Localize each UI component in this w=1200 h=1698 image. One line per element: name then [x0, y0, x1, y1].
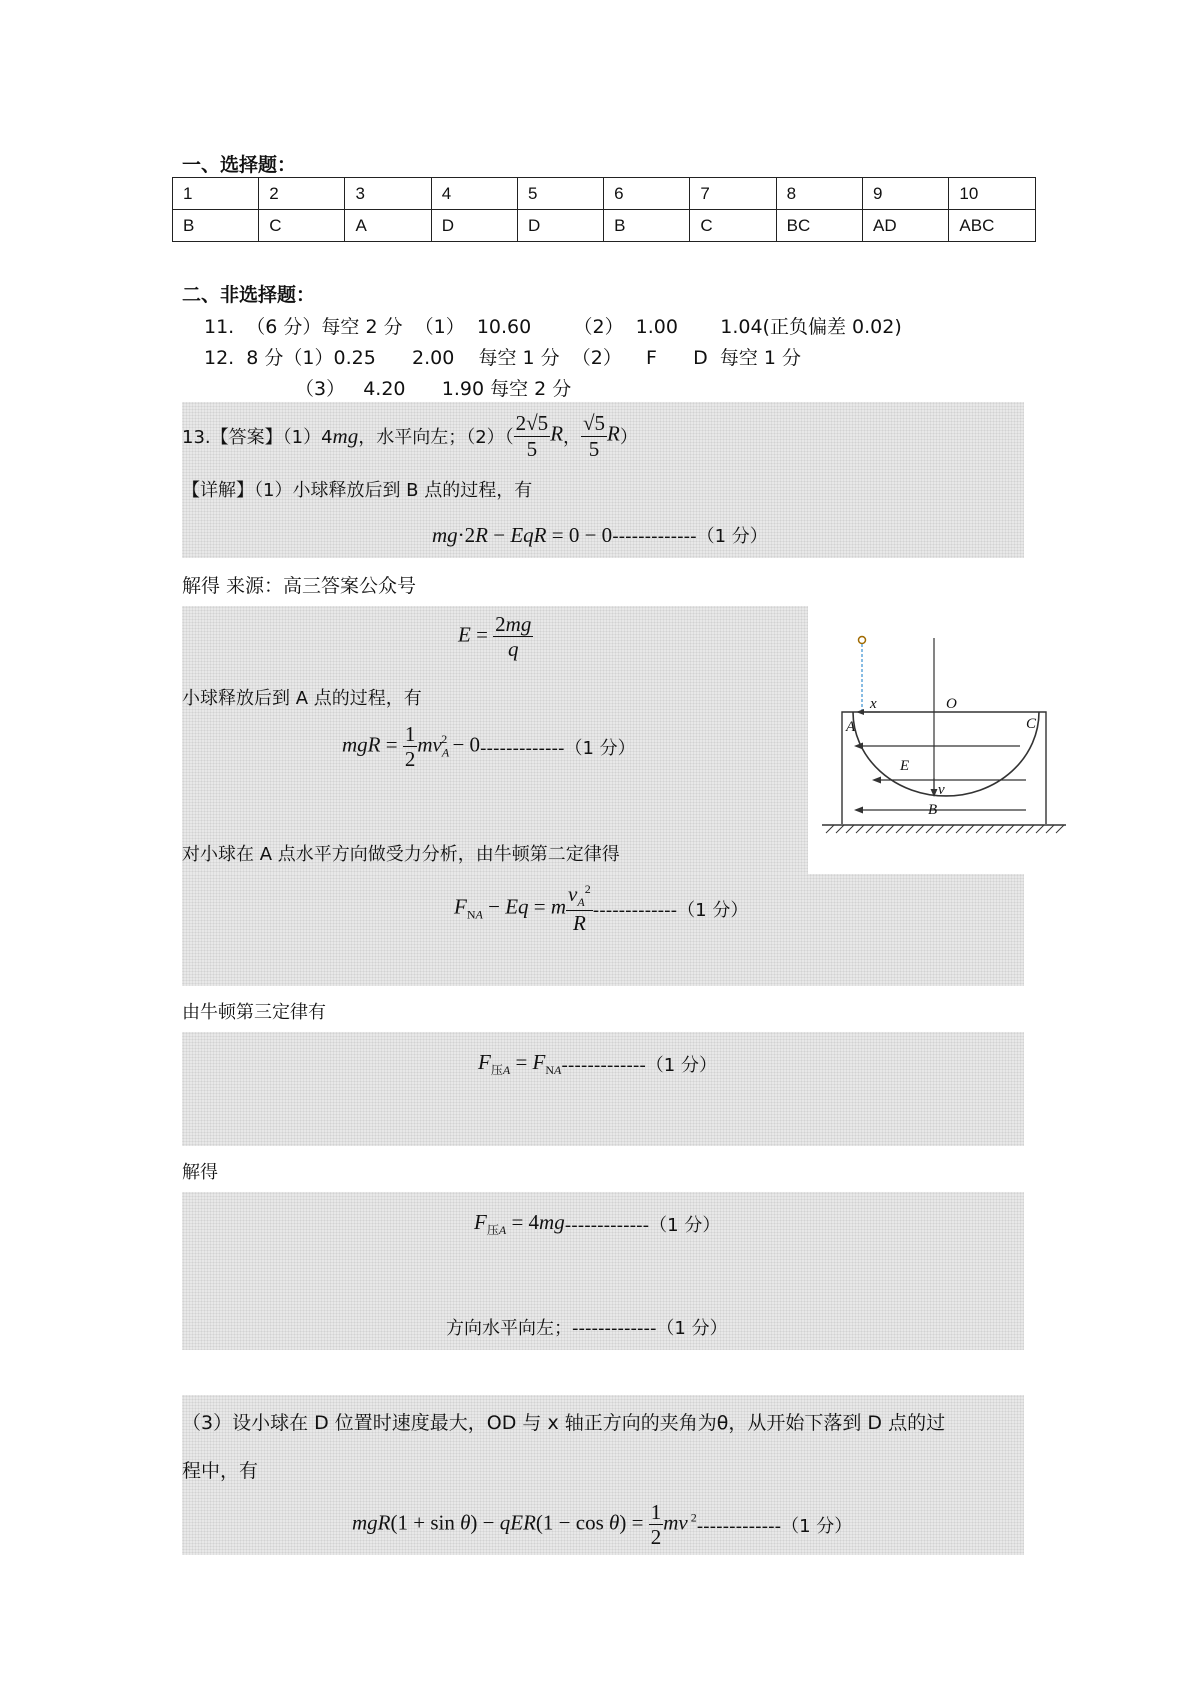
- jiede-line: 解得: [182, 1162, 218, 1183]
- table-cell: 10: [949, 178, 1036, 210]
- table-cell: A: [345, 210, 431, 242]
- label-B: B: [928, 802, 938, 818]
- table-cell: 7: [690, 178, 776, 210]
- part3-line-1: （3）设小球在 D 位置时速度最大，OD 与 x 轴正方向的夹角为θ，从开始下落到 D 点的过: [182, 1412, 946, 1434]
- score-mark: -------------（1 分）: [480, 737, 636, 759]
- table-cell: 3: [345, 178, 431, 210]
- label-C: C: [1026, 716, 1037, 732]
- q11-line: 11. （6 分）每空 2 分 （1） 10.60 （2） 1.00 1.04(正负偏差 0.02): [204, 316, 902, 338]
- field-arrow-icon: [854, 743, 863, 750]
- q13-answer-mid: ，水平向左；（2）（: [358, 427, 514, 448]
- q12-line-1: 12. 8 分（1）0.25 2.00 每空 1 分 （2） F D 每空 1 分: [204, 347, 802, 369]
- table-cell: C: [690, 210, 776, 242]
- answer-coordinate-x: $\frac{2√5}{5}$ R: [515, 411, 564, 461]
- table-cell: 4: [431, 178, 517, 210]
- jiede-source: 解得 来源：高三答案公众号: [182, 575, 417, 597]
- q13-answer-mg: mg: [332, 423, 359, 448]
- score-mark: -------------（1 分）: [564, 1215, 721, 1237]
- force-A-line: 对小球在 A 点水平方向做受力分析，由牛顿第二定律得: [182, 844, 620, 865]
- detail-line-1: 【详解】（1）小球释放后到 B 点的过程，有: [182, 480, 533, 501]
- table-cell: D: [517, 210, 603, 242]
- score-mark: -------------（1 分）: [696, 1515, 853, 1537]
- direction-line: 方向水平向左；-------------（1 分）: [446, 1318, 728, 1339]
- label-E: E: [900, 758, 910, 774]
- equation-5: $F_{压A} = F_{NA}$ -------------（1 分）: [478, 1050, 717, 1078]
- score-mark: -------------（1 分）: [592, 899, 749, 921]
- score-mark: -------------（1 分）: [612, 526, 768, 547]
- table-cell: 6: [604, 178, 690, 210]
- equation-3: mgR = $\frac{1}{2}$ $mv_A^2 - 0$ -------------（1 分）: [342, 722, 636, 772]
- table-cell: C: [259, 210, 345, 242]
- table-cell: B: [604, 210, 690, 242]
- field-arrow-icon: [854, 807, 863, 814]
- answer-table-number-row: [173, 178, 1036, 210]
- table-cell: BC: [776, 210, 862, 242]
- answer-coordinate-y: $\frac{√5}{5}$ R: [583, 411, 620, 461]
- close-paren: ）: [619, 427, 638, 448]
- table-cell: ABC: [949, 210, 1036, 242]
- label-A: A: [846, 719, 856, 735]
- ground-hatch: [826, 825, 1064, 833]
- table-cell: 5: [517, 178, 603, 210]
- answer-table: [172, 177, 1036, 242]
- comma: ，: [563, 427, 582, 448]
- table-cell: 1: [173, 178, 259, 210]
- equation-4: $F_{NA} - Eq = m$ $\frac{v_A^2}{R}$ -------------（1 分）: [454, 882, 749, 935]
- q13-answer-prefix: 13.【答案】（1）4: [182, 427, 333, 448]
- table-cell: B: [173, 210, 259, 242]
- field-arrow-icon: [872, 777, 881, 784]
- label-O: O: [946, 696, 957, 712]
- score-mark: -------------（1 分）: [561, 1055, 717, 1077]
- section-nonchoice-title: 二、非选择题：: [182, 284, 316, 306]
- equation-7: mgR(1 + sin θ) − qER(1 − cos θ) = $\frac{1}{2}$ mv $^2$ -------------（1 分）: [352, 1500, 853, 1550]
- q13-answer: [182, 408, 638, 464]
- to-A-line: 小球释放后到 A 点的过程，有: [182, 688, 422, 709]
- equation-1: mg·2R − EqR = 0 − 0 -------------（1 分）: [432, 522, 768, 547]
- table-cell: AD: [863, 210, 949, 242]
- table-cell: 2: [259, 178, 345, 210]
- bowl-field-diagram: [820, 628, 1070, 838]
- table-cell: D: [431, 210, 517, 242]
- label-v: v: [938, 782, 945, 798]
- x-axis-arrow-icon: [856, 709, 864, 715]
- section-choice-title: 一、选择题：: [182, 154, 297, 176]
- part3-line-2: 程中，有: [182, 1460, 259, 1482]
- table-cell: 8: [776, 178, 862, 210]
- newton3-line: 由牛顿第三定律有: [182, 1002, 326, 1023]
- ball-icon: [859, 637, 866, 644]
- label-x: x: [870, 696, 877, 712]
- equation-2: E = $\frac{2mg}{q}$: [458, 612, 532, 662]
- equation-6: $F_{压A} = 4mg$ -------------（1 分）: [474, 1210, 721, 1238]
- answer-table-answer-row: [173, 210, 1036, 242]
- q12-line-2: （3） 4.20 1.90 每空 2 分: [295, 378, 572, 400]
- table-cell: 9: [863, 178, 949, 210]
